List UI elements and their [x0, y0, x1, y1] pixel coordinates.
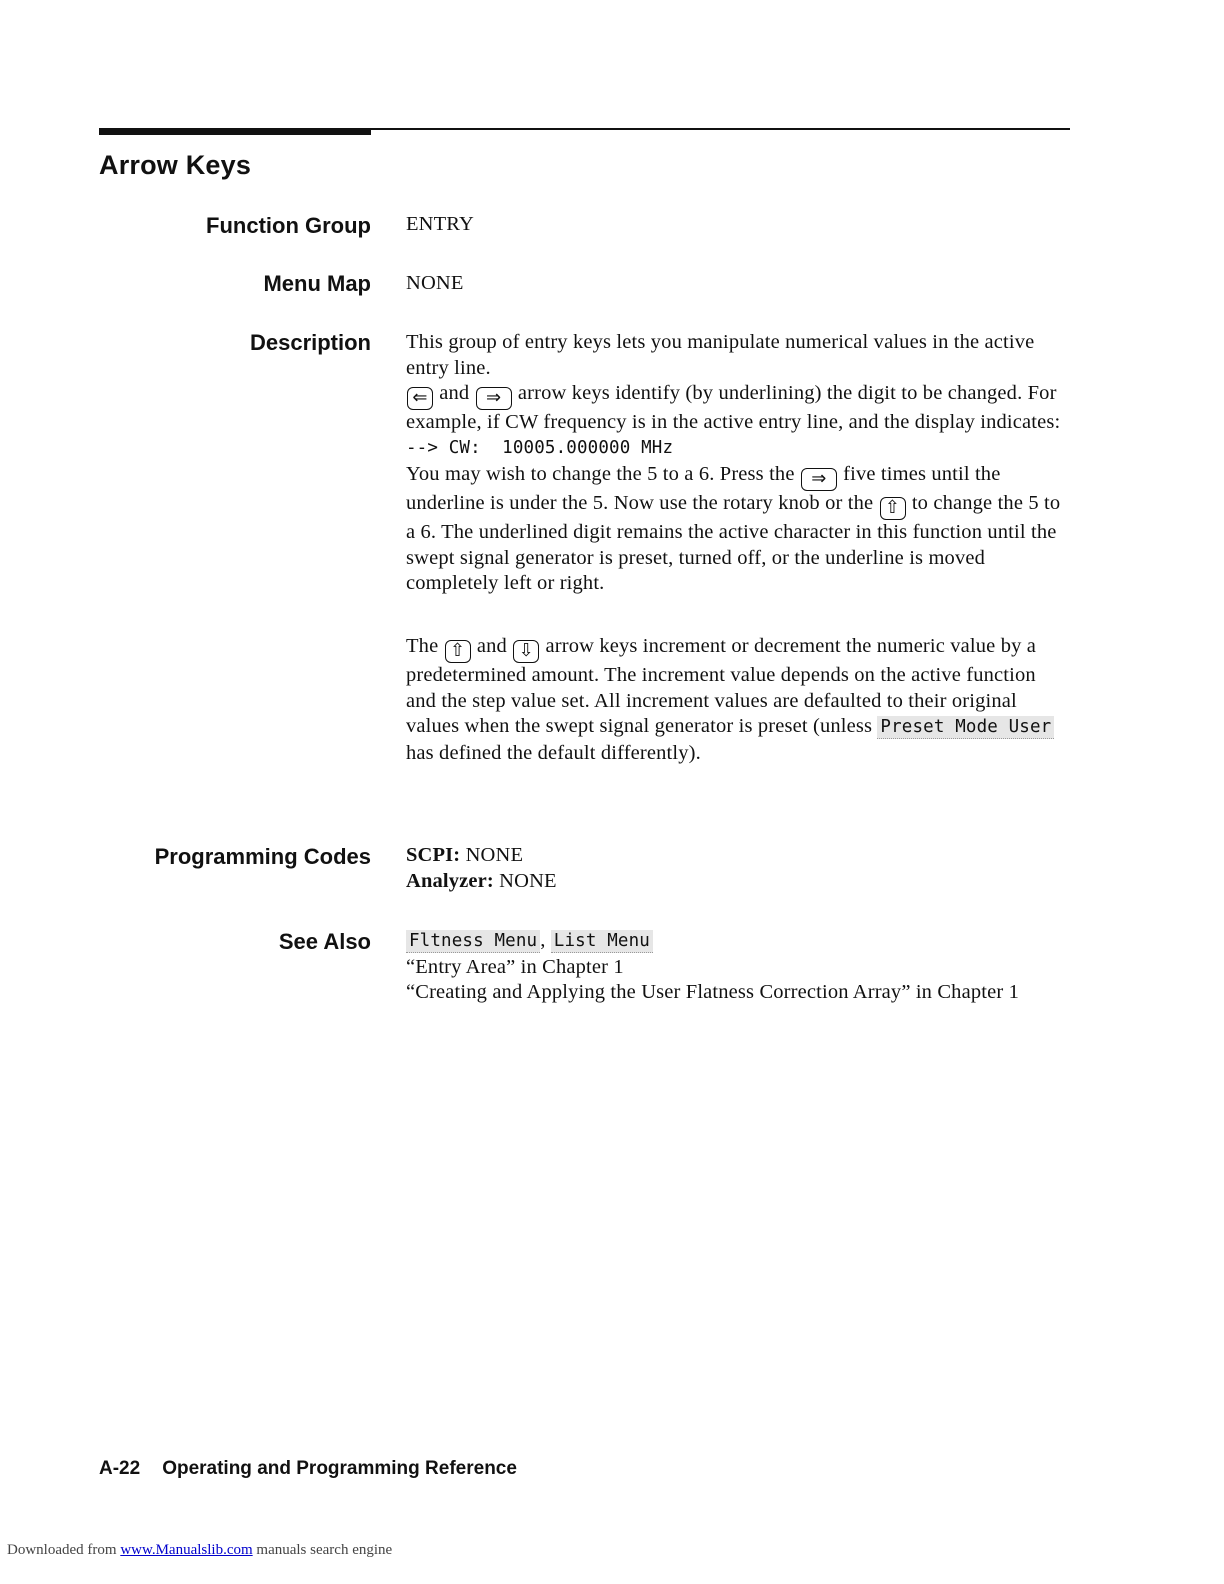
- analyzer-value: NONE: [499, 869, 557, 892]
- header-rule-thick: [99, 128, 371, 135]
- footer-title: Operating and Programming Reference: [162, 1458, 517, 1479]
- description-paragraph-3: You may wish to change the 5 to a 6. Press the ⇒ five times until the underline is under the 5. Now use the rotary knob or the ⇧ to change the 5 to a 6. The underlined digit remains the active character in this function until the swept signal generator is preset, turned off, or the underline is moved completely left or right.: [406, 462, 1061, 595]
- see-also-entry-area: “Entry Area” in Chapter 1: [406, 955, 624, 978]
- page-number: A-22: [99, 1458, 141, 1479]
- display-readout: --> CW: 10005.000000 MHz: [406, 438, 674, 459]
- see-also-body: Fltness Menu , List Menu “Entry Area” in Chapter 1 “Creating and Applying the User Flatness Correction Array” in Chapter 1: [406, 928, 1068, 1006]
- see-also-user-flatness: “Creating and Applying the User Flatness Correction Array” in Chapter 1: [406, 981, 1019, 1004]
- programming-codes-label: Programming Codes: [154, 844, 371, 869]
- description-paragraph-1: This group of entry keys lets you manipulate numerical values in the active entry line.: [406, 331, 1035, 379]
- up-arrow-key-icon: ⇧: [445, 640, 471, 663]
- header-rule-thin: [371, 128, 1070, 130]
- menu-map-value: NONE: [406, 272, 464, 294]
- description-paragraph-4: The ⇧ and ⇩ arrow keys increment or decrement the numeric value by a predetermined amount. The increment value depends on the active function and the step value set. All increment values are defaulted to their original values when the swept signal generator is preset (unless Preset Mode User has defined the default differently).: [406, 634, 1068, 767]
- fltness-menu-softkey: Fltness Menu: [406, 930, 540, 953]
- function-group-value: ENTRY: [406, 213, 474, 235]
- page-title: Arrow Keys: [99, 150, 252, 180]
- description-body: [406, 330, 1068, 767]
- analyzer-label: Analyzer:: [406, 869, 494, 892]
- up-arrow-key-icon: ⇧: [880, 497, 906, 520]
- function-group-label: Function Group: [206, 213, 371, 238]
- description-label: Description: [249, 330, 371, 355]
- scpi-label: SCPI:: [406, 844, 461, 866]
- down-arrow-key-icon: ⇩: [513, 640, 539, 663]
- programming-codes-body: [406, 843, 1068, 894]
- description-paragraph-2: ⇐ and ⇒ arrow keys identify (by underlining) the digit to be changed. For example, if CW frequency is in the active entry line, and the display indicates:: [406, 382, 1061, 434]
- preset-mode-user-softkey: Preset Mode User: [877, 716, 1054, 739]
- download-note: Downloaded from www.Manualslib.com manuals search engine: [7, 1542, 393, 1558]
- manualslib-link[interactable]: www.Manualslib.com: [120, 1542, 253, 1558]
- left-arrow-key-icon: ⇐: [407, 387, 433, 410]
- list-menu-softkey: List Menu: [551, 930, 653, 953]
- right-arrow-key-icon: ⇒: [801, 468, 837, 491]
- right-arrow-key-icon: ⇒: [476, 387, 512, 410]
- menu-map-label: Menu Map: [263, 271, 371, 296]
- see-also-label: See Also: [278, 929, 371, 954]
- scpi-value: NONE: [465, 844, 524, 866]
- page-footer: [99, 1458, 517, 1480]
